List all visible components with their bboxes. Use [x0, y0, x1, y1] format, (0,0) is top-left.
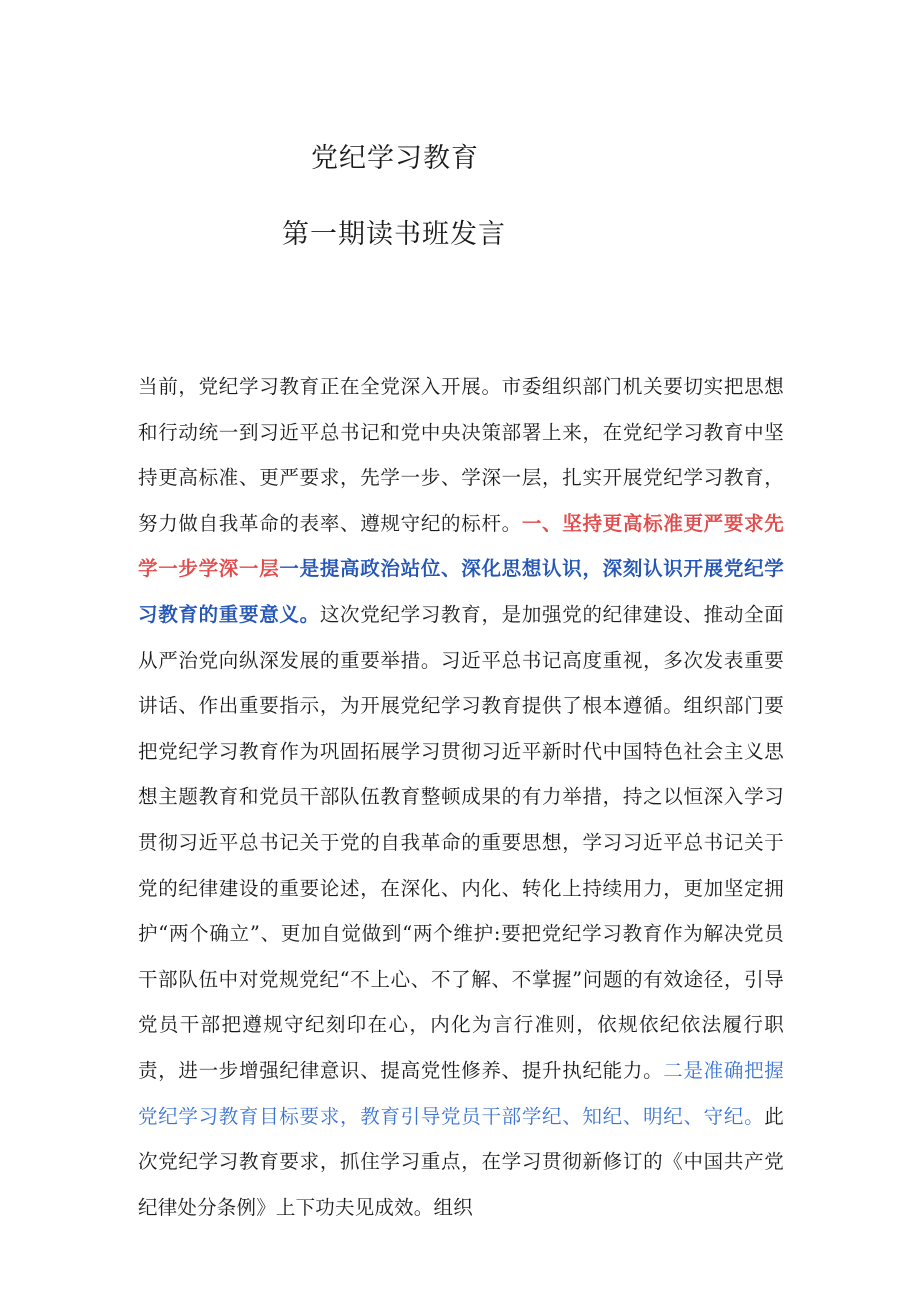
- point-two-text: 此次党纪学习教育要求，抓住学习重点，在学习贯彻新修订的《中国共产党纪律处分条例》上下功夫见成效。组织: [138, 1104, 784, 1219]
- document-title: 党纪学习教育: [311, 143, 479, 174]
- intro-text: 当前，党纪学习教育正在全党深入开展。市委组织部门机关要切实把思想和行动统一到习近平总书记和党中央决策部署上来，在党纪学习教育中坚持更高标准、更严要求，先学一步、学深一层，扎实开展党纪学习教育，努力做自我革命的表率、遵规守纪的标杆。: [138, 375, 784, 535]
- point-one-heading: 一是提高政治站位、深化思想认识，深刻认识开展党纪学习教育的重要意义。: [138, 557, 784, 626]
- point-one-text: 这次党纪学习教育，是加强党的纪律建设、推动全面从严治党向纵深发展的重要举措。习近平总书记高度重视，多次发表重要讲话、作出重要指示，为开展党纪学习教育提供了根本遵循。组织部门要把党纪学习教育作为巩固拓展学习贯彻习近平新时代中国特色社会主义思想主题教育和党员干部队伍教育整顿成果的有力举措，持之以恒深入学习贯彻习近平总书记关于党的自我革命的重要思想，学习习近平总书记关于党的纪律建设的重要论述，在深化、内化、转化上持续用力，更加坚定拥护“两个确立”、更加自觉做到“两个维护:要把党纪学习教育作为解决党员干部队伍中对党规党纪“不上心、不了解、不掌握”问题的有效途径，引导党员干部把遵规守纪刻印在心，内化为言行准则，依规依纪依法履行职责，进一步增强纪律意识、提高党性修养、提升执纪能力。: [138, 602, 784, 1082]
- body-paragraph: [138, 364, 784, 1230]
- point-two-heading: 二是准确把握党纪学习教育目标要求，教育引导党员干部学纪、知纪、明纪、守纪。: [138, 1058, 784, 1128]
- document-subtitle: 第一期读书班发言: [282, 219, 506, 250]
- section-heading-one: 一、坚持更高标准更严要求先学一步学深一层: [138, 511, 784, 581]
